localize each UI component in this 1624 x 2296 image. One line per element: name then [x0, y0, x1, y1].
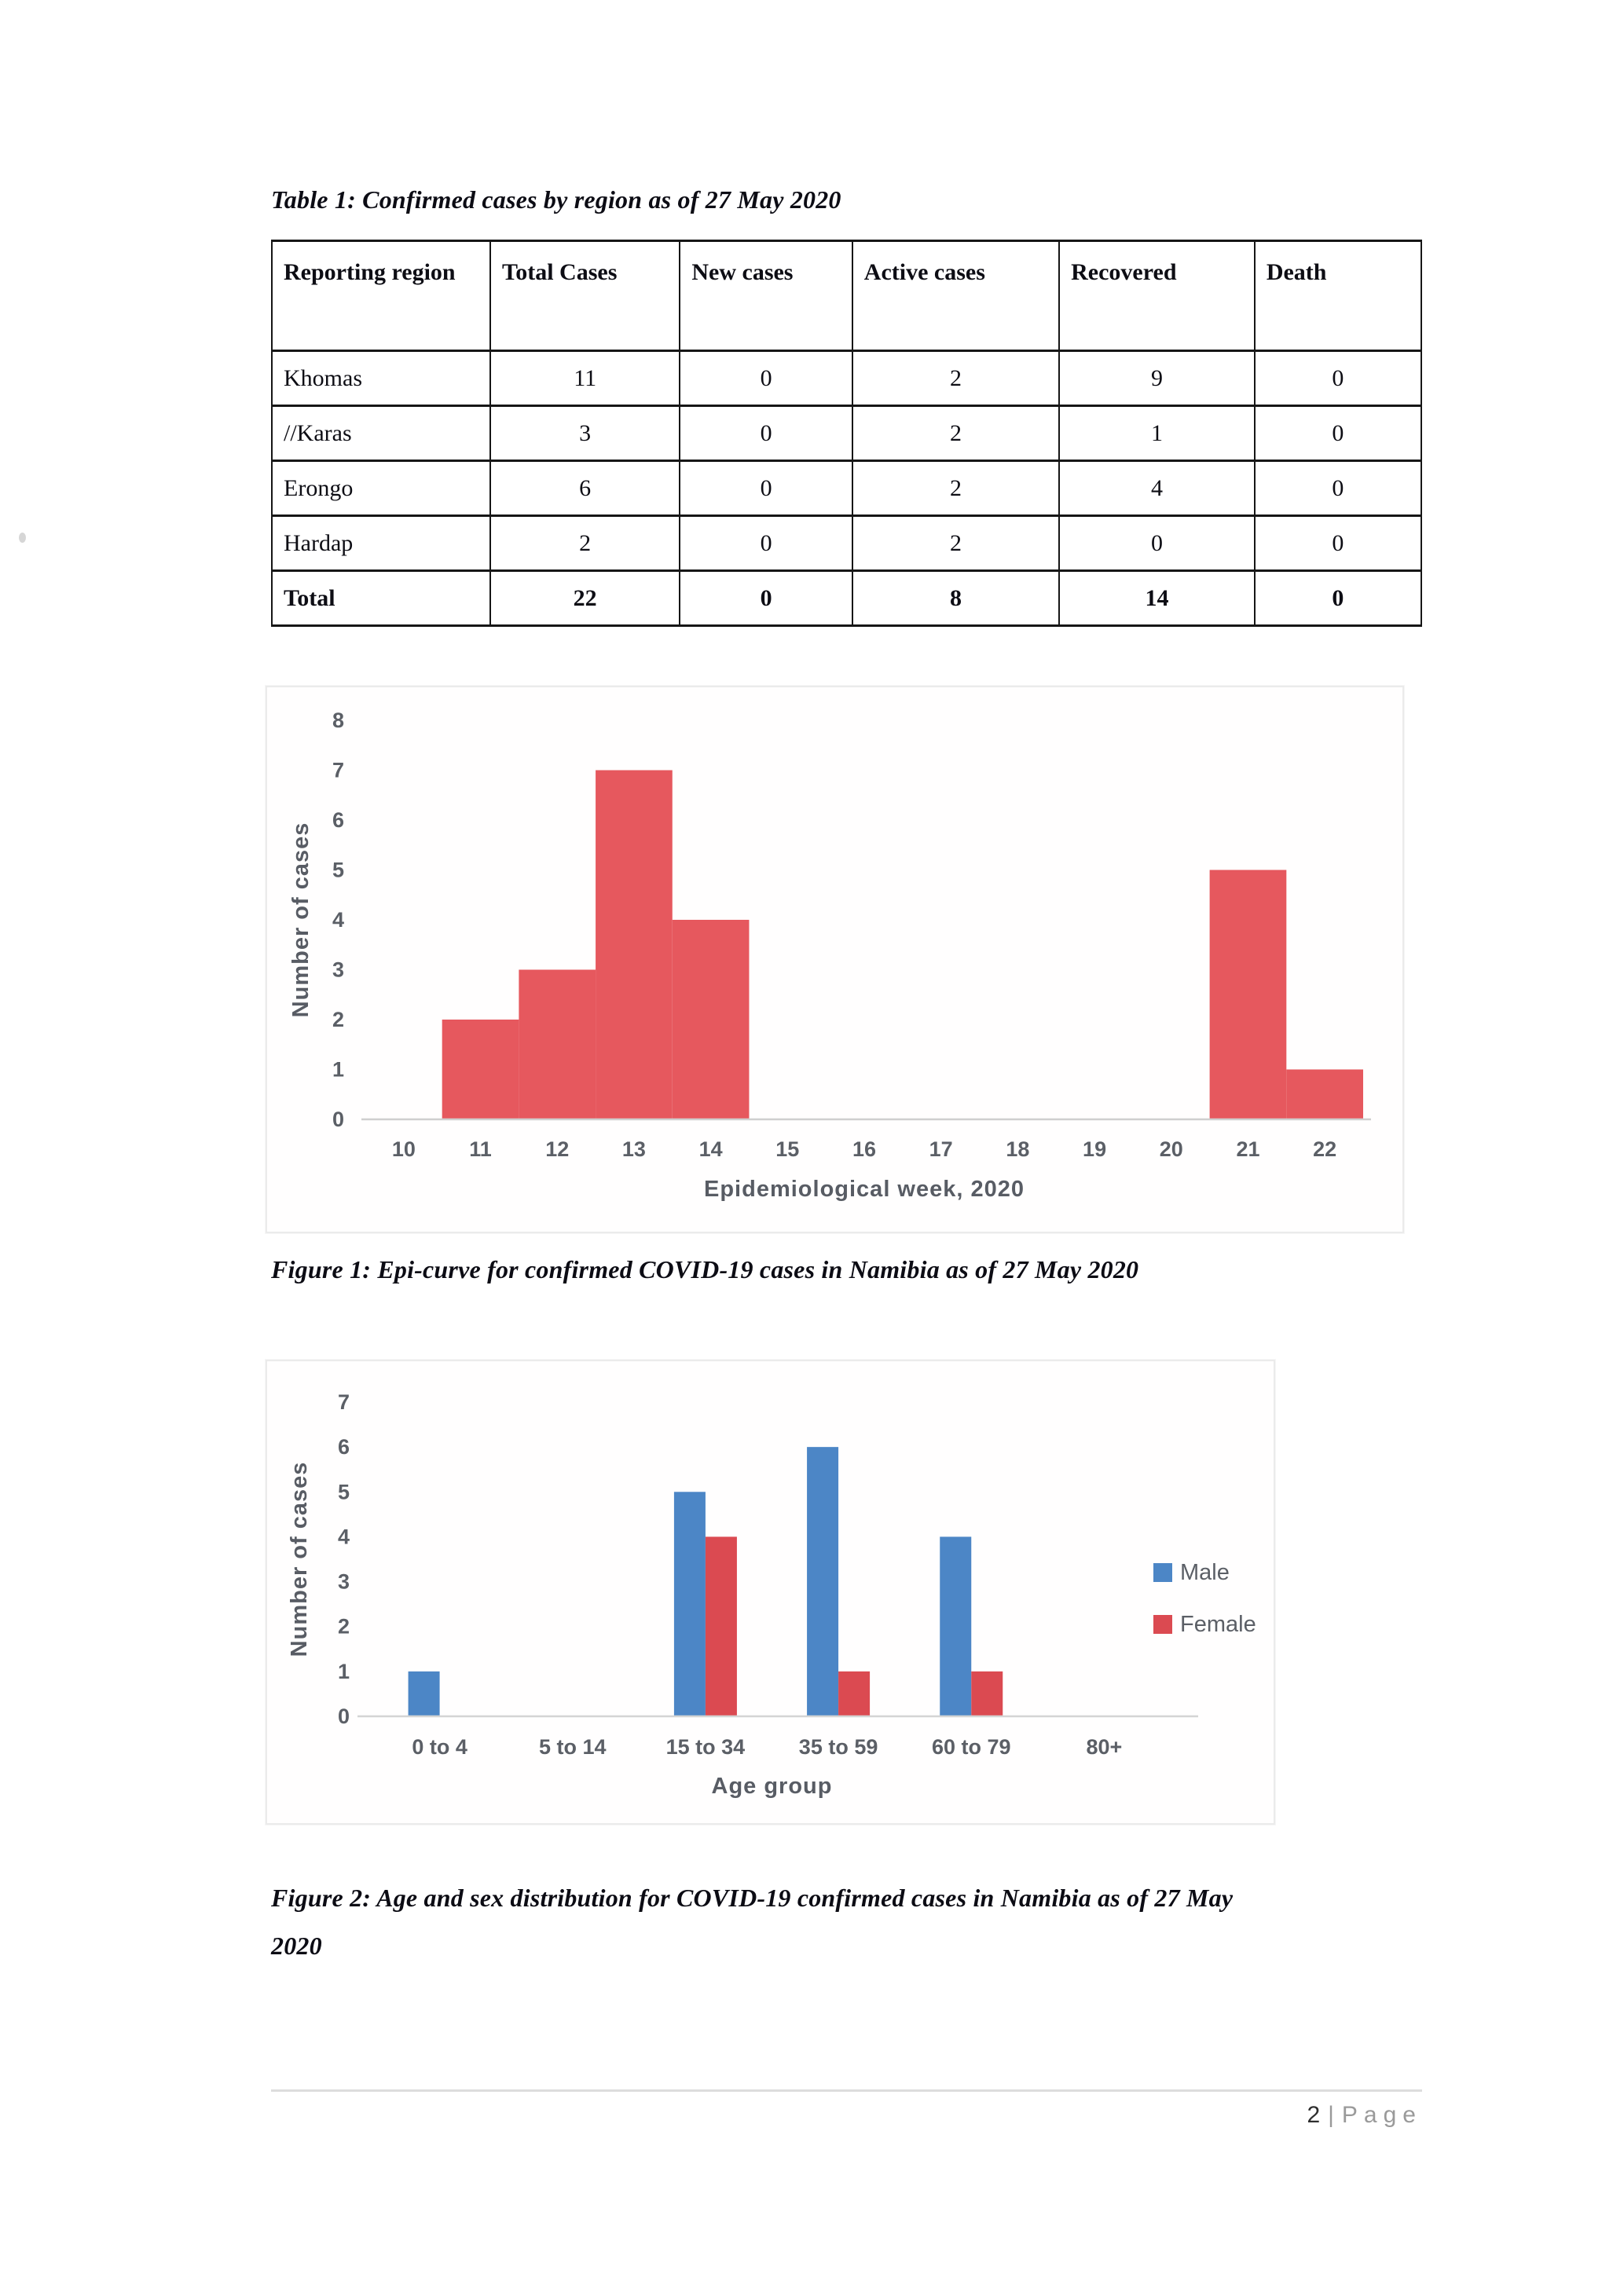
bar-week-14	[673, 920, 750, 1119]
value-cell: 11	[490, 351, 680, 406]
bar-week-11	[442, 1020, 519, 1119]
y-axis-title: Number of cases	[288, 822, 313, 1018]
x-tick-20: 20	[1159, 1137, 1183, 1161]
male-bar-15-to-34	[674, 1492, 706, 1716]
region-cell: Erongo	[272, 461, 490, 516]
value-cell: 0	[680, 571, 852, 626]
epi-curve-chart-frame	[266, 686, 1404, 1233]
value-cell: 2	[852, 351, 1059, 406]
table-row--karas	[272, 406, 1421, 461]
footer	[271, 2102, 1422, 2129]
value-cell: 0	[680, 516, 852, 571]
y-axis-title: Number of cases	[287, 1461, 312, 1657]
x-tick-35-to-59: 35 to 59	[798, 1735, 878, 1759]
female-bar-60-to-79	[971, 1672, 1003, 1716]
x-tick-10: 10	[391, 1137, 416, 1161]
value-cell: 0	[1059, 516, 1255, 571]
x-tick-19: 19	[1083, 1137, 1107, 1161]
page-number: 2	[1307, 2102, 1321, 2128]
bar-week-12	[519, 970, 596, 1120]
male-bar-60-to-79	[940, 1536, 971, 1716]
region-cell: Hardap	[272, 516, 490, 571]
y-tick-3: 3	[332, 958, 344, 982]
x-tick-12: 12	[545, 1137, 570, 1161]
col-header-reporting-region: Reporting region	[272, 241, 490, 351]
y-tick-7: 7	[337, 1390, 350, 1414]
region-cell: Total	[272, 571, 490, 626]
value-cell: 0	[1255, 461, 1421, 516]
x-tick-21: 21	[1236, 1137, 1260, 1161]
value-cell: 1	[1059, 406, 1255, 461]
y-tick-4: 4	[332, 908, 344, 932]
x-tick-11: 11	[469, 1137, 492, 1161]
y-tick-0: 0	[332, 1108, 344, 1131]
region-cell: //Karas	[272, 406, 490, 461]
age-sex-chart	[267, 1361, 1277, 1826]
x-tick-0-to-4: 0 to 4	[412, 1735, 467, 1759]
value-cell: 4	[1059, 461, 1255, 516]
y-tick-5: 5	[332, 858, 344, 882]
figure1-caption: Figure 1: Epi-curve for confirmed COVID-19 cases in Namibia as of 27 May 2020	[271, 1255, 1139, 1283]
y-tick-1: 1	[337, 1659, 350, 1683]
male-bar-35-to-59	[807, 1447, 838, 1716]
bar-week-21	[1210, 870, 1287, 1120]
table-row-khomas	[272, 351, 1421, 406]
y-tick-2: 2	[337, 1614, 350, 1639]
x-tick-18: 18	[1006, 1137, 1030, 1161]
y-tick-7: 7	[332, 758, 344, 782]
x-tick-14: 14	[698, 1137, 723, 1161]
table-row-erongo	[272, 461, 1421, 516]
female-bar-15-to-34	[706, 1536, 737, 1716]
x-axis-title: Epidemiological week, 2020	[704, 1177, 1025, 1202]
legend-label-female: Female	[1180, 1612, 1256, 1637]
value-cell: 0	[1255, 406, 1421, 461]
value-cell: 0	[680, 406, 852, 461]
y-tick-4: 4	[337, 1525, 350, 1549]
x-tick-22: 22	[1313, 1137, 1337, 1161]
value-cell: 0	[1255, 351, 1421, 406]
value-cell: 22	[490, 571, 680, 626]
x-tick-60-to-79: 60 to 79	[931, 1735, 1011, 1759]
x-tick-15: 15	[775, 1137, 800, 1161]
x-tick-5-to-14: 5 to 14	[538, 1735, 607, 1759]
male-bar-0-to-4	[409, 1672, 440, 1716]
scan-artifact-dot	[19, 533, 26, 543]
value-cell: 6	[490, 461, 680, 516]
figure2-caption-line2: 2020	[271, 1931, 322, 1960]
table1-caption: Table 1: Confirmed cases by region as of 27 May 2020	[271, 185, 841, 214]
confirmed-cases-table	[271, 240, 1422, 627]
value-cell: 2	[490, 516, 680, 571]
value-cell: 0	[1255, 516, 1421, 571]
value-cell: 0	[680, 461, 852, 516]
x-tick-13: 13	[621, 1137, 646, 1161]
footer-separator: |	[1328, 2102, 1334, 2128]
col-header-active-cases: Active cases	[852, 241, 1059, 351]
age-sex-chart-frame	[266, 1360, 1275, 1825]
col-header-new-cases: New cases	[680, 241, 852, 351]
legend-label-male: Male	[1180, 1560, 1230, 1585]
legend-swatch-female	[1153, 1615, 1172, 1634]
y-tick-6: 6	[332, 808, 344, 832]
footer-divider	[271, 2089, 1422, 2092]
x-tick-80+: 80+	[1086, 1735, 1123, 1759]
female-bar-35-to-59	[838, 1672, 870, 1716]
value-cell: 9	[1059, 351, 1255, 406]
value-cell: 2	[852, 406, 1059, 461]
x-tick-15-to-34: 15 to 34	[665, 1735, 746, 1759]
x-axis-title: Age group	[711, 1774, 833, 1799]
col-header-recovered: Recovered	[1059, 241, 1255, 351]
y-tick-6: 6	[337, 1435, 350, 1459]
y-tick-1: 1	[332, 1057, 344, 1082]
bar-week-22	[1286, 1070, 1363, 1120]
value-cell: 2	[852, 461, 1059, 516]
value-cell: 14	[1059, 571, 1255, 626]
x-tick-17: 17	[929, 1137, 953, 1161]
y-tick-2: 2	[332, 1008, 344, 1031]
legend-swatch-male	[1153, 1563, 1172, 1582]
col-header-total-cases: Total Cases	[490, 241, 680, 351]
figure2-caption	[271, 1874, 1422, 1970]
table-body	[272, 351, 1421, 626]
table-header-row	[272, 241, 1421, 351]
value-cell: 0	[1255, 571, 1421, 626]
value-cell: 0	[680, 351, 852, 406]
y-tick-0: 0	[337, 1705, 350, 1728]
epi-curve-chart	[267, 687, 1406, 1235]
bar-week-13	[596, 771, 673, 1120]
y-tick-8: 8	[332, 709, 344, 732]
x-tick-16: 16	[852, 1137, 877, 1161]
y-tick-5: 5	[337, 1480, 350, 1504]
value-cell: 3	[490, 406, 680, 461]
col-header-death: Death	[1255, 241, 1421, 351]
value-cell: 2	[852, 516, 1059, 571]
region-cell: Khomas	[272, 351, 490, 406]
y-tick-3: 3	[337, 1569, 350, 1594]
figure2-caption-line1: Figure 2: Age and sex distribution for COVID-19 confirmed cases in Namibia as of 27 May	[271, 1884, 1234, 1912]
table-row-hardap	[272, 516, 1421, 571]
table-row-total	[272, 571, 1421, 626]
value-cell: 8	[852, 571, 1059, 626]
footer-page-label: Page	[1341, 2102, 1422, 2128]
